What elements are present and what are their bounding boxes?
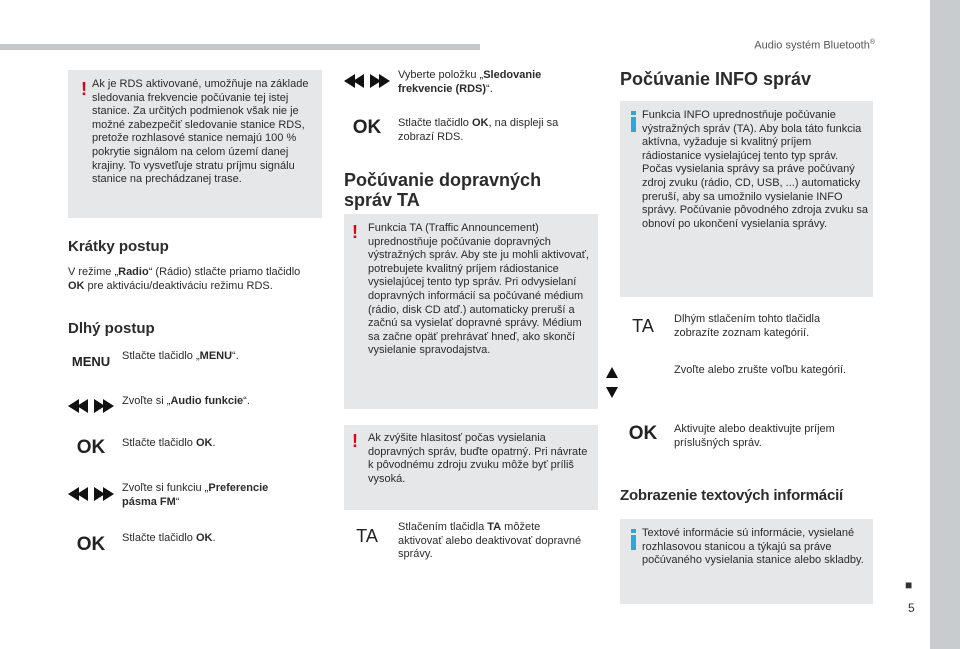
ta-warning-text: Funkcia TA (Traffic Announcement) uprednostňuje počúvanie dopravných výstražných správ. Aby ste ju mohli aktivovať, potrebujete kvalitný príjem rádiostanice vysielajúcej tento typ správ. Pri odvysielaní dopravných informácií sa počúvané médium (rádio, disk CD atď.) automaticky preruší a začnú sa vysielať dopravné správy. Médium sa začne opäť prehrávať hneď, ako skončí vysielanie spravodajstva. <box>368 222 589 357</box>
step-7-text: Stlačte tlačidlo OK, na displeji sa zobrazí RDS. <box>398 117 559 143</box>
info-step-1-text: Dlhým stlačením tohto tlačidla zobrazíte zoznam kategórií. <box>674 313 821 339</box>
ta-warning-box <box>344 214 598 409</box>
short-procedure-text: V režime „Radio“ (Rádio) stlačte priamo tlačidlo OK pre aktiváciu/deaktiváciu režimu RDS. <box>68 266 301 292</box>
left-right-arrows-icon <box>68 487 114 501</box>
step-1-text: Stlačte tlačidlo „MENU“. <box>122 350 239 362</box>
info-step-3-text: Aktivujte alebo deaktivujte príjem príslušných správ. <box>674 423 835 449</box>
step-6-text: Vyberte položku „Sledovanie frekvencie (RDS)“. <box>398 69 542 95</box>
volume-warning-text: Ak zvýšite hlasitosť počas vysielania dopravných správ, buďte opatrný. Pri návrate k pôvodnému zdroju zvuku môže byť príliš vysoká. <box>368 432 588 485</box>
info-box-text: Funkcia INFO uprednostňuje počúvanie výstražných správ (TA). Aby bola táto funkcia aktívna, vyžaduje si kvalitný príjem rádiostanice vysielajúcej tento typ správ. Počas vysielania správy sa práve počúvaný zdroj zvuku (rádio, CD, USB, ...) automaticky preruší, aby sa umožnilo vysielanie INFO správy. Počúvanie pôvodného zdroja zvuku sa obnoví po ukončení vysielania správy. <box>642 109 869 230</box>
up-down-arrows-icon <box>606 367 626 399</box>
step-4-text: Zvoľte si funkciu „Preferencie pásma FM“ <box>122 482 269 508</box>
top-rule <box>0 44 480 50</box>
page-number: 5 <box>908 601 915 615</box>
ta-step-text: Stlačením tlačidla TA môžete aktivovať alebo deaktivovať dopravné správy. <box>398 521 582 561</box>
warning-icon: ! <box>352 222 358 242</box>
info-step-2-text: Zvoľte alebo zrušte voľbu kategórií. <box>674 364 847 376</box>
ok-key: OK <box>352 117 382 138</box>
ok-key: OK <box>628 423 658 444</box>
menu-key: MENU <box>71 354 111 369</box>
step-5-text: Stlačte tlačidlo OK. <box>122 532 216 544</box>
ok-key: OK <box>76 534 106 555</box>
info-icon <box>631 535 636 550</box>
warning-icon: ! <box>352 431 358 451</box>
text-info-box-text: Textové informácie sú informácie, vysielané rozhlasovou stanicou a týkajú sa práve počúvaného vysielania stanice alebo skladby. <box>642 527 864 567</box>
info-box <box>620 101 873 297</box>
short-procedure-title: Krátky postup <box>68 238 169 255</box>
step-2-text: Zvoľte si „Audio funkcie“. <box>122 395 250 407</box>
ta-key: TA <box>632 316 654 336</box>
text-info-box <box>620 519 873 604</box>
info-icon <box>631 117 636 132</box>
text-info-title: Zobrazenie textových informácií <box>620 487 844 504</box>
rds-warning-box <box>68 70 322 218</box>
traffic-announcement-title: Počúvanie dopravných správ TA <box>344 170 542 210</box>
rds-warning-text: Ak je RDS aktivované, umožňuje na základe sledovania frekvencie počúvanie tej istej stanice. Za určitých podmienok však nie je možné zabezpečiť sledovanie stanice RDS, pretože rozhlasové stanice nemajú 100 % pokrytie signálom na celom území danej krajiny. To vysvetľuje stratu príjmu signálu stanice na prechádzanej trase. <box>92 78 309 186</box>
long-procedure-title: Dlhý postup <box>68 320 155 337</box>
left-right-arrows-icon <box>68 399 114 413</box>
step-3-text: Stlačte tlačidlo OK. <box>122 437 216 449</box>
left-right-arrows-icon <box>344 74 390 88</box>
running-header: Audio systém Bluetooth® <box>754 39 875 52</box>
volume-warning-box <box>344 425 598 510</box>
ok-key: OK <box>76 437 106 458</box>
ta-key: TA <box>356 526 378 546</box>
info-messages-title: Počúvanie INFO správ <box>620 69 812 89</box>
continuation-mark: ■ <box>905 578 913 592</box>
warning-icon: ! <box>81 79 87 99</box>
page-side-strip <box>930 0 960 649</box>
